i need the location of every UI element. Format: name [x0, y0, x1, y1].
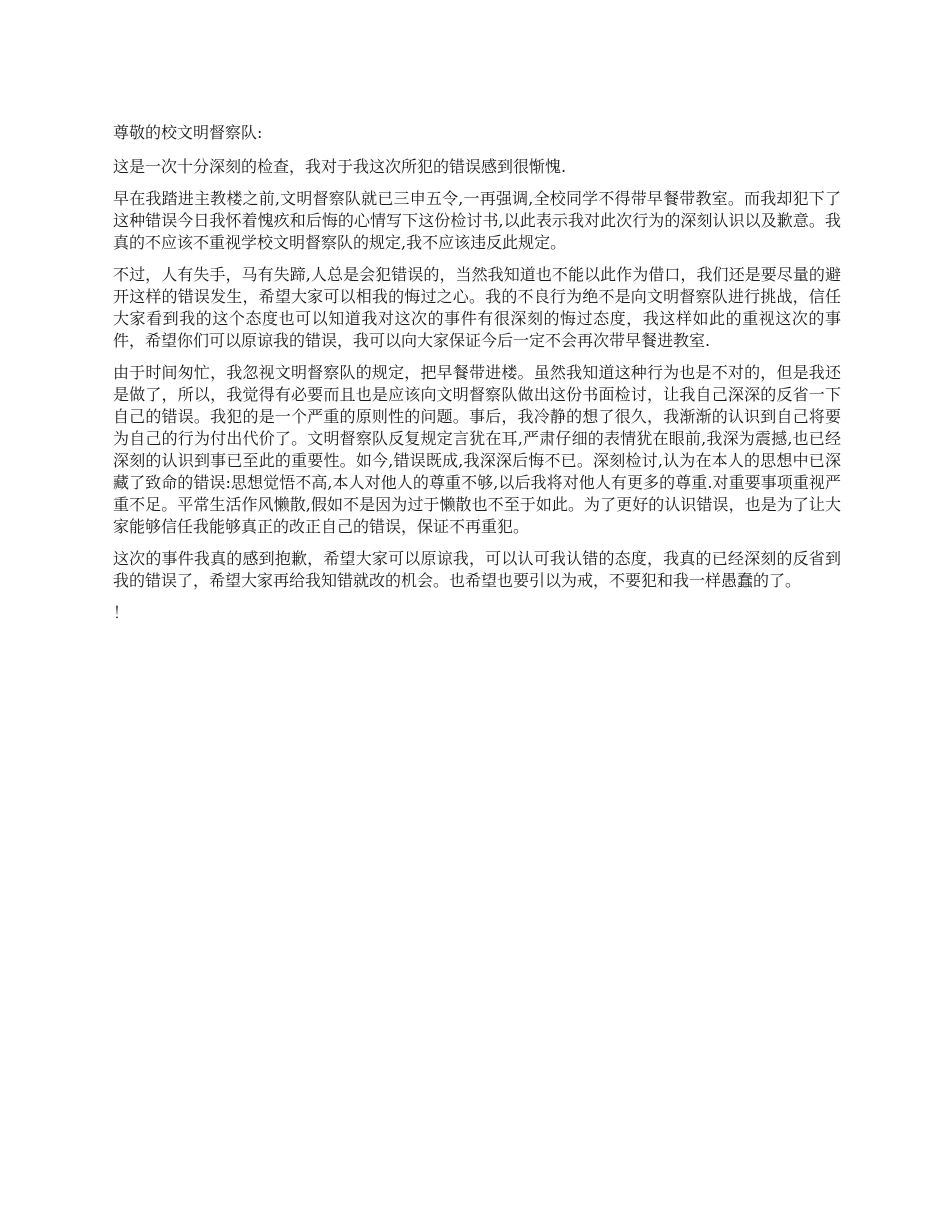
paragraph-2: 早在我踏进主教楼之前,文明督察队就已三申五令,一再强调,全校同学不得带早餐带教室。而我却犯下了这种错误今日我怀着愧疚和后悔的心情写下这份检讨书,以此表示我对此次行为的深刻认识以及歉意。我真的不应该不重视学校文明督察队的规定,我不应该违反此规定。: [113, 189, 841, 252]
letter-body: [113, 122, 841, 634]
paragraph-5: 这次的事件我真的感到抱歉，希望大家可以原谅我，可以认可我认错的态度，我真的已经深刻的反省到我的错误了，希望大家再给我知错就改的机会。也希望也要引以为戒，不要犯和我一样愚蠢的了。: [113, 549, 841, 590]
paragraph-4: 由于时间匆忙，我忽视文明督察队的规定，把早餐带进楼。虽然我知道这种行为也是不对的，但是我还是做了，所以，我觉得有必要而且也是应该向文明督察队做出这份书面检讨，让我自己深深的反省一下自己的错误。我犯的是一个严重的原则性的问题。事后，我冷静的想了很久，我渐渐的认识到自己将要为自己的行为付出代价了。文明督察队反复规定言犹在耳,严肃仔细的表情犹在眼前,我深为震撼,也已经深刻的认识到事已至此的重要性。如今,错误既成,我深深后悔不已。深刻检讨,认为在本人的思想中已深藏了致命的错误:思想觉悟不高,本人对他人的尊重不够,以后我将对他人有更多的尊重.对重要事项重视严重不足。平常生活作风懒散,假如不是因为过于懒散也不至于如此。为了更好的认识错误，也是为了让大家能够信任我能够真正的改正自己的错误，保证不再重犯。: [113, 363, 841, 536]
paragraph-3: 不过，人有失手，马有失蹄,人总是会犯错误的，当然我知道也不能以此作为借口，我们还是要尽量的避开这样的错误发生，希望大家可以相我的悔过之心。我的不良行为绝不是向文明督察队进行挑战，信任大家看到我的这个态度也可以知道我对这次的事件有很深刻的悔过态度，我这样如此的重视这次的事件，希望你们可以原谅我的错误，我可以向大家保证今后一定不会再次带早餐进教室.: [113, 265, 841, 350]
paragraph-1: 这是一次十分深刻的检查，我对于我这次所犯的错误感到很惭愧.: [113, 157, 567, 176]
letter-closing: ！: [113, 603, 130, 622]
letter-greeting: 尊敬的校文明督察队:: [113, 123, 263, 142]
